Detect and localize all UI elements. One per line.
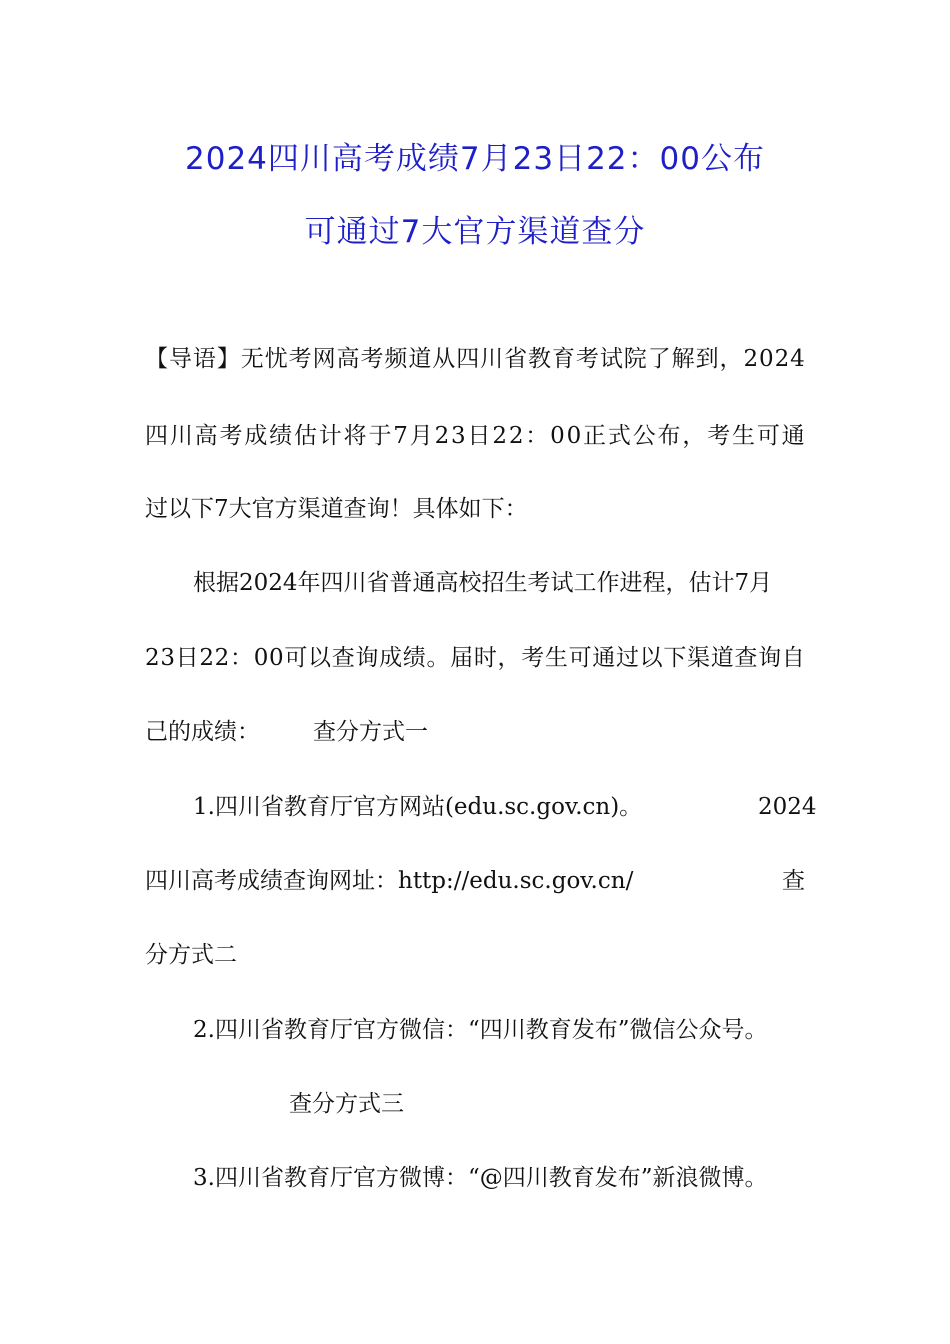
item-2-line: 2.四川省教育厅官方微信：“四川教育发布”微信公众号。 (193, 1017, 768, 1043)
intro-line-2-text: 四 川 高 考 成 绩 估 计 将 于 7 月 2 3 日 2 2 ： 0 0 正 式 公 布 ， 考 生 可 通 (145, 423, 805, 449)
document-title-line-2: 可通过7大官方渠道查分 (304, 214, 646, 250)
item-1-line-1-trail: 2024 (758, 794, 817, 820)
intro-line-1 (145, 344, 805, 374)
item-1-line-1: 1.四川省教育厅官方网站(edu.sc.gov.cn)。 (193, 794, 643, 820)
schedule-line-2 (145, 643, 805, 673)
schedule-line-2-text: 2 3 日 2 2 ： 0 0 可 以 查 询 成 绩 。 届 时 ， 考 生 可 通 过 以 下 渠 道 查 询 自 (145, 645, 805, 671)
method-heading-2: 分方式二 (145, 942, 237, 968)
schedule-line-3: 己的成绩： (145, 719, 260, 745)
method-heading-1: 查分方式一 (313, 719, 428, 745)
intro-line-2 (145, 421, 805, 451)
intro-line-3: 过以下7大官方渠道查询！具体如下： (145, 496, 528, 522)
intro-line-1-text: 【 导 语 】 无 忧 考 网 高 考 频 道 从 四 川 省 教 育 考 试 院 了 解 到 ， 2 0 2 4 (145, 346, 805, 372)
item-3-line: 3.四川省教育厅官方微博：“@四川教育发布”新浪微博。 (193, 1165, 768, 1191)
schedule-line-1: 根据2024年四川省普通高校招生考试工作进程，估计7月 (193, 570, 773, 596)
item-1-line-2-trail: 查 (782, 868, 805, 894)
document-title-line-1: 2024四川高考成绩7月23日22：00公布 (185, 141, 765, 177)
method-heading-3: 查分方式三 (289, 1091, 404, 1117)
item-1-line-2: 四川高考成绩查询网址：http://edu.sc.gov.cn/ (145, 868, 634, 894)
